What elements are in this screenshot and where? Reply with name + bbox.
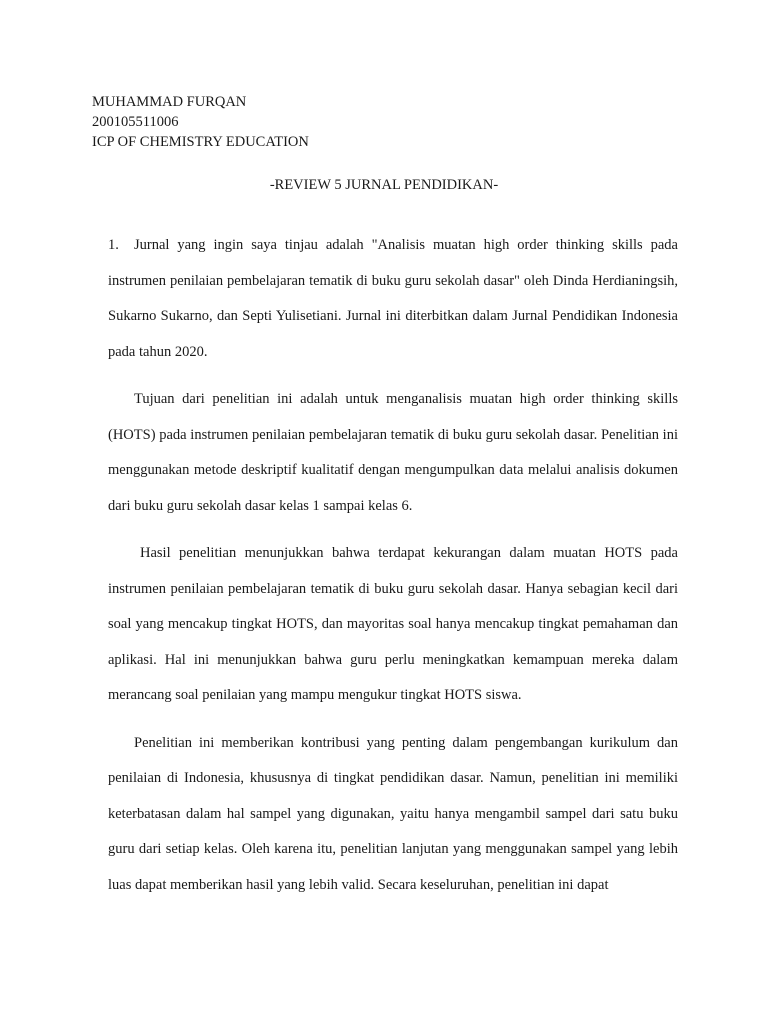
paragraph-4: Penelitian ini memberikan kontribusi yang penting dalam pengembangan kurikulum dan penilaian di Indonesia, khususnya di tingkat pendidikan dasar. Namun, penelitian ini memiliki keterbatasan dalam hal sampel yang digunakan, yaitu hanya mengambil sampel dari satu buku guru dari setiap kelas. Oleh karena itu, penelitian lanjutan yang menggunakan sampel yang lebih luas dapat memberikan hasil yang lebih valid. Secara keseluruhan, penelitian ini dapat [108,734,678,893]
author-header [92,92,309,152]
student-id: 200105511006 [92,114,179,130]
paragraph-1 [108,228,678,370]
list-number: 1. [108,237,119,253]
paragraph-3: Hasil penelitian menunjukkan bahwa terdapat kekurangan dalam muatan HOTS pada instrumen penilaian pembelajaran tematik di buku guru sekolah dasar. Hanya sebagian kecil dari soal yang mencakup tingkat HOTS, dan mayoritas soal hanya mencakup tingkat pemahaman dan aplikasi. Hal ini menunjukkan bahwa guru perlu meningkatkan kemampuan mereka dalam merancang soal penilaian yang mampu mengukur tingkat HOTS siswa. [108,545,678,703]
document-body [108,228,678,915]
program-name: ICP OF CHEMISTRY EDUCATION [92,134,309,150]
paragraph-2: Tujuan dari penelitian ini adalah untuk menganalisis muatan high order thinking skills (HOTS) pada instrumen penilaian pembelajaran tematik di buku guru sekolah dasar. Penelitian ini menggunakan metode deskriptif kualitatif dengan mengumpulkan data melalui analisis dokumen dari buku guru sekolah dasar kelas 1 sampai kelas 6. [108,391,678,514]
author-name: MUHAMMAD FURQAN [92,94,247,110]
paragraph-1-text: Jurnal yang ingin saya tinjau adalah "Analisis muatan high order thinking skills pada instrumen penilaian pembelajaran tematik di buku guru sekolah dasar" oleh Dinda Herdianingsih, Sukarno Sukarno, dan Septi Yulisetiani. Jurnal ini diterbitkan dalam Jurnal Pendidikan Indonesia pada tahun 2020. [108,237,678,360]
document-title: -REVIEW 5 JURNAL PENDIDIKAN- [269,177,499,193]
